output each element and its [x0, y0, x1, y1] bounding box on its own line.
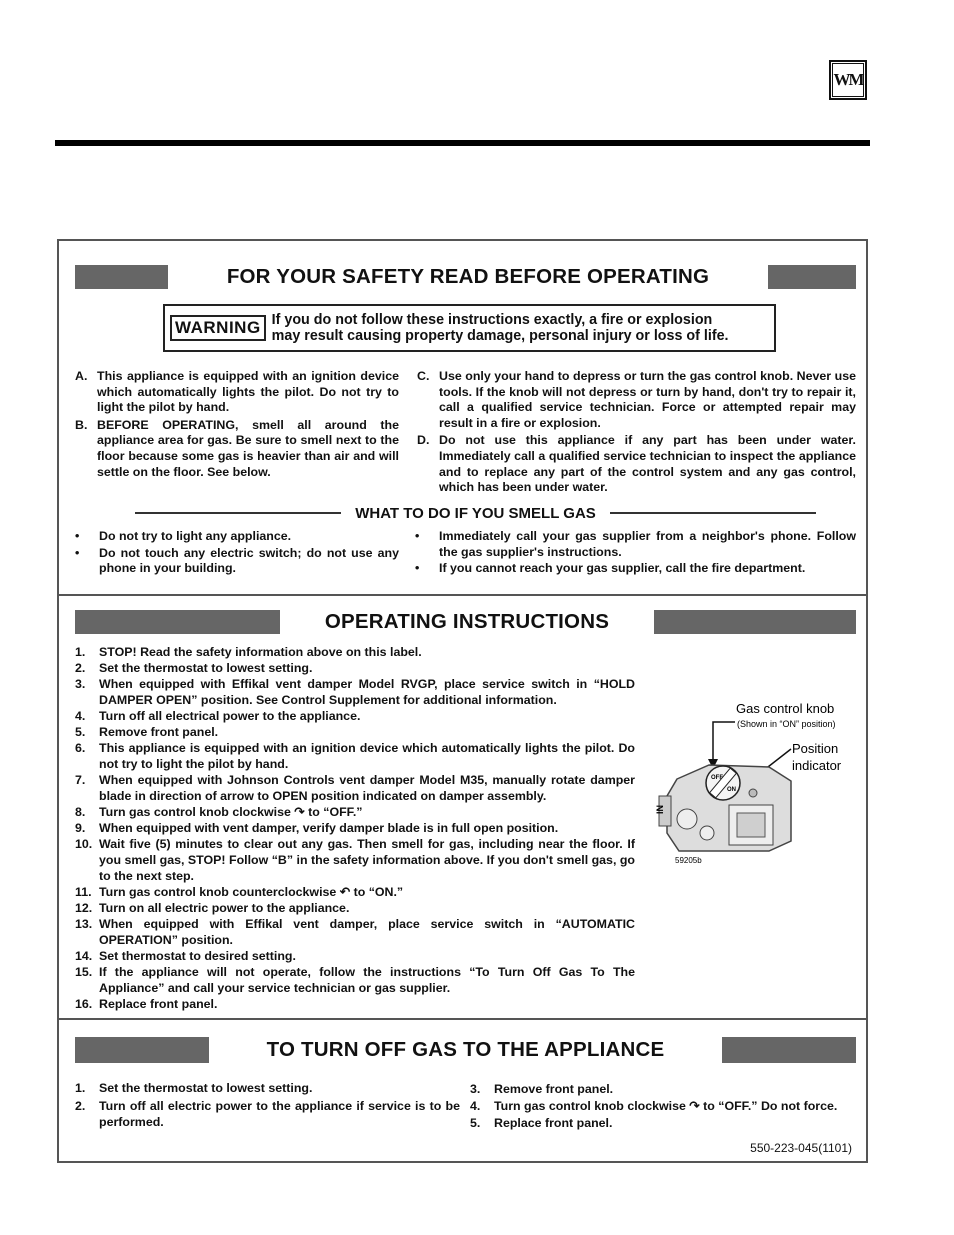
turn-off-steps-left [75, 1080, 460, 1132]
gas-control-knob-icon [706, 766, 740, 800]
turn-off-step [75, 1098, 460, 1130]
position-label-2: indicator [792, 758, 842, 773]
item-key: A. [75, 369, 88, 383]
operating-step [75, 916, 635, 948]
smell-gas-header [75, 503, 856, 523]
step-text: Turn off all electric power to the appliance if service is to be performed. [99, 1099, 460, 1129]
item-key: C. [417, 369, 430, 383]
step-text: Turn gas control knob clockwise ↷ to “OFF.” Do not force. [494, 1099, 838, 1113]
step-number: 14. [75, 949, 93, 963]
safety-title: FOR YOUR SAFETY READ BEFORE OPERATING [226, 265, 710, 288]
operating-section [59, 596, 866, 1020]
step-text: When equipped with Effikal vent damper Model RVGP, place service switch in “HOLD DAMPER OPEN” position. See Control Supplement for additional information. [99, 677, 635, 707]
step-number: 15. [75, 965, 93, 979]
step-number: 1. [75, 645, 86, 659]
figure-code: 59205b [675, 856, 702, 865]
knob-leader-line [713, 722, 735, 763]
turn-off-step [470, 1099, 857, 1114]
smell-item-text: Immediately call your gas supplier from a neighbor's phone. Follow the gas supplier's instructions. [439, 529, 856, 559]
safety-item-c [417, 369, 856, 431]
step-number: 1. [75, 1081, 86, 1095]
operating-step [75, 724, 635, 740]
step-text: Turn off all electrical power to the appliance. [99, 709, 361, 723]
smell-items-right [415, 529, 856, 578]
bullet-dot: • [75, 545, 80, 560]
operating-step [75, 676, 635, 708]
operating-step [75, 996, 635, 1012]
bullet-dot: • [415, 561, 420, 576]
knob-label: Gas control knob [736, 701, 835, 716]
smell-item [75, 546, 399, 577]
warning-line-2: may result causing property damage, personal injury or loss of life. [271, 328, 729, 344]
safety-item-d [417, 433, 856, 495]
step-number: 5. [470, 1116, 481, 1130]
safety-label [57, 239, 868, 1163]
turn-off-step [75, 1080, 460, 1096]
turn-off-title: TO TURN OFF GAS TO THE APPLIANCE [266, 1038, 665, 1061]
item-key: D. [417, 433, 430, 448]
header-bar-left [75, 1037, 209, 1063]
operating-step [75, 884, 635, 900]
step-text: Set thermostat to desired setting. [99, 949, 296, 963]
smell-gas-title: WHAT TO DO IF YOU SMELL GAS [355, 504, 596, 522]
position-label-1: Position [792, 741, 839, 756]
step-number: 3. [75, 677, 86, 691]
step-text: Remove front panel. [99, 725, 219, 739]
smell-item [75, 529, 399, 545]
turn-off-section [59, 1020, 866, 1161]
step-text: This appliance is equipped with an ignition device which automatically lights the pilot. Do not try to light the pilot by hand. [99, 741, 635, 771]
operating-header [75, 608, 856, 636]
turn-off-steps-right [470, 1082, 857, 1133]
step-text: When equipped with Johnson Controls vent damper Model M35, manually rotate damper blade in direction of arrow to OPEN position indicated on damper assembly. [99, 773, 635, 803]
safety-items-left [75, 369, 399, 482]
step-number: 5. [75, 725, 86, 739]
operating-step [75, 948, 635, 964]
item-text: This appliance is equipped with an ignition device which automatically lights the pilot. Do not try to light the pilot by hand. [97, 369, 399, 415]
step-number: 13. [75, 917, 93, 931]
turn-off-step [470, 1116, 857, 1131]
bullet-dot: • [415, 529, 420, 543]
on-mark: ON [727, 787, 736, 793]
step-number: 16. [75, 997, 93, 1011]
operating-step [75, 820, 635, 836]
step-text: When equipped with Effikal vent damper, place service switch in “AUTOMATIC OPERATION” position. [99, 917, 635, 947]
step-text: Replace front panel. [494, 1116, 613, 1130]
item-key: B. [75, 417, 88, 432]
step-number: 4. [75, 709, 86, 723]
operating-step [75, 804, 635, 820]
step-number: 8. [75, 805, 86, 819]
step-number: 9. [75, 821, 86, 835]
header-bar-right [722, 1037, 856, 1063]
turn-off-step [470, 1082, 857, 1097]
divider-left [135, 512, 341, 514]
header-bar-left [75, 610, 280, 634]
step-text: Set the thermostat to lowest setting. [99, 661, 313, 675]
safety-items-right [417, 369, 856, 498]
smell-item-text: Do not touch any electric switch; do not use any phone in your building. [99, 545, 399, 576]
header-rule [55, 140, 870, 146]
smell-item-text: Do not try to light any appliance. [99, 529, 292, 543]
header-bar-right [768, 265, 856, 289]
step-number: 12. [75, 901, 93, 915]
safety-item-a [75, 369, 399, 416]
step-number: 11. [75, 885, 92, 899]
header-bar-left [75, 265, 168, 289]
gas-control-diagram [649, 701, 864, 866]
knob-sub-label: (Shown in “ON” position) [737, 719, 836, 729]
step-text: When equipped with vent damper, verify damper blade is in full open position. [99, 821, 559, 835]
warning-box [163, 304, 776, 352]
safety-header [75, 263, 856, 291]
item-text: Use only your hand to depress or turn the gas control knob. Never use tools. If the knob will not depress or turn by hand, don't try to repair it, call a qualified service technician. Force or attempted repair may result in a fire or explosion. [439, 369, 856, 430]
operating-step [75, 644, 635, 660]
step-text: Replace front panel. [99, 997, 218, 1011]
step-text: Turn on all electric power to the appliance. [99, 901, 350, 915]
operating-title: OPERATING INSTRUCTIONS [324, 610, 610, 633]
warning-label: WARNING [170, 315, 266, 341]
safety-section [59, 241, 866, 596]
step-number: 4. [470, 1099, 481, 1113]
company-logo [829, 60, 867, 100]
smell-items-left [75, 529, 399, 578]
step-text: Remove front panel. [494, 1082, 614, 1096]
operating-step [75, 836, 635, 884]
step-number: 10. [75, 837, 93, 851]
smell-item [415, 561, 856, 577]
step-number: 2. [75, 1099, 86, 1113]
step-text: Set the thermostat to lowest setting. [99, 1081, 313, 1095]
safety-item-b [75, 418, 399, 480]
operating-step [75, 708, 635, 724]
step-text: STOP! Read the safety information above on this label. [99, 645, 422, 659]
off-mark: OFF [711, 775, 723, 781]
step-number: 2. [75, 661, 86, 675]
operating-step [75, 660, 635, 676]
operating-step [75, 964, 635, 996]
step-text: If the appliance will not operate, follow the instructions “To Turn Off Gas To The Appliance” and call your service technician or gas supplier. [99, 965, 635, 995]
header-bar-right [654, 610, 856, 634]
smell-item [415, 529, 856, 560]
operating-step [75, 772, 635, 804]
step-text: Wait five (5) minutes to clear out any gas. Then smell for gas, including near the floor. If you smell gas, STOP! Follow “B” in the safety information above. If you don't smell gas, go to the next step. [99, 837, 635, 883]
smell-item-text: If you cannot reach your gas supplier, call the fire department. [439, 561, 806, 576]
operating-steps [75, 644, 635, 1012]
step-text: Turn gas control knob counterclockwise ↶ to “ON.” [99, 885, 404, 899]
step-number: 3. [470, 1082, 481, 1096]
warning-line-1: If you do not follow these instructions exactly, a fire or explosion [271, 312, 713, 328]
label-part-number: 550-223-045(1101) [750, 1141, 852, 1155]
step-text: Turn gas control knob clockwise ↷ to “OFF.” [99, 805, 363, 819]
item-text: Do not use this appliance if any part has been under water. Immediately call a qualified service technician to inspect the appliance and to replace any part of the control system and any gas control, which has been under water. [439, 433, 856, 495]
step-number: 7. [75, 773, 86, 787]
item-text: BEFORE OPERATING, smell all around the appliance area for gas. Be sure to smell next to the floor because some gas is heavier than air and will settle on the floor. See below. [97, 417, 399, 479]
bullet-dot: • [75, 529, 80, 543]
operating-step [75, 900, 635, 916]
divider-right [610, 512, 816, 514]
turn-off-header [75, 1036, 856, 1064]
in-label: IN [655, 805, 665, 814]
warning-text [272, 312, 729, 344]
logo-text: WM [832, 63, 864, 97]
operating-step [75, 740, 635, 772]
step-number: 6. [75, 741, 86, 755]
